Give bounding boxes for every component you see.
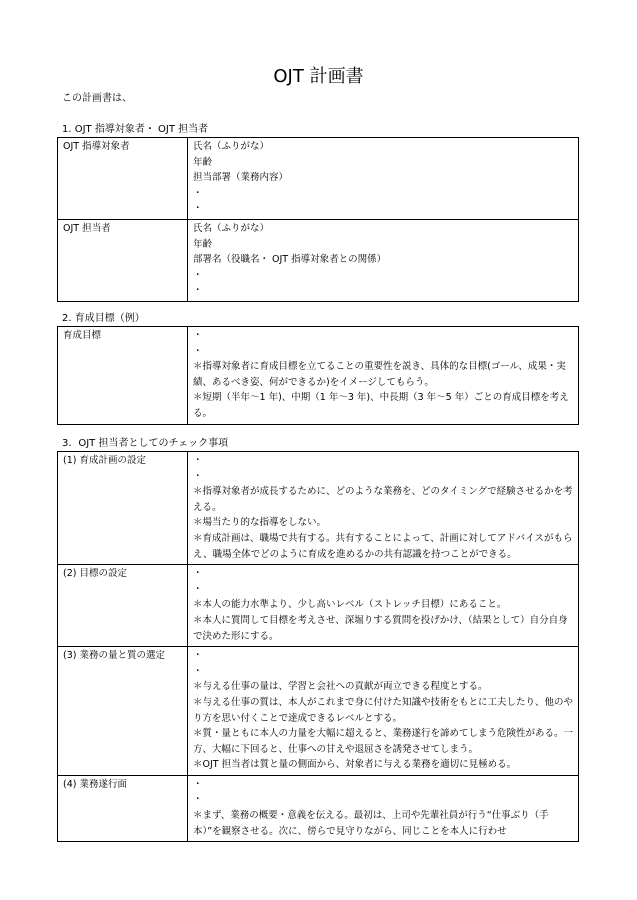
content-line: ＊与える仕事の量は、学習と会社への貢献が両立できる程度とする。 bbox=[193, 681, 488, 693]
content-line: ・ bbox=[193, 330, 203, 341]
section-1-heading: 1. OJT 指導対象者・ OJT 担当者 bbox=[62, 124, 209, 135]
content-line: 氏名（ふりがな） bbox=[193, 222, 270, 234]
table-row bbox=[58, 647, 579, 776]
content-line: ＊OJT 担当者は質と量の側面から、対象者に与える業務を適切に見極める。 bbox=[193, 759, 517, 771]
content-line: 部署名（役職名・ OJT 指導対象者との関係） bbox=[193, 254, 387, 266]
content-line: ・ bbox=[193, 665, 203, 677]
content-line: ＊指導対象者に育成目標を立てることの重要性を説き、具体的な目標(ゴール、成果・実績、あるべき姿、何ができるか)をイメージしてもらう。 bbox=[193, 361, 566, 388]
content-line: ・ bbox=[193, 650, 203, 662]
table-row bbox=[58, 219, 579, 301]
row-content bbox=[188, 647, 579, 776]
content-line: ・ bbox=[193, 345, 203, 357]
content-line: ＊場当たり的な指導をしない。 bbox=[193, 517, 327, 529]
content-line: ＊本人に質問して目標を考えさせ、深堀りする質問を投げかけ、（結果として）自分自身で決めた形にする。 bbox=[193, 614, 568, 642]
row-content bbox=[188, 327, 579, 425]
content-line: ＊短期（半年〜1 年)、中期（1 年〜3 年)、中長期（3 年〜5 年）ごとの育成目標を考える。 bbox=[193, 392, 569, 419]
table-row bbox=[58, 565, 579, 647]
row-label: 育成目標 bbox=[58, 327, 188, 425]
table-row bbox=[58, 327, 579, 425]
table-row bbox=[58, 452, 579, 565]
content-line: ＊与える仕事の質は、本人がこれまで身に付けた知識や技術をもとに工夫したり、他のやり方を思い付くことで達成できるレベルとする。 bbox=[193, 696, 574, 724]
content-line: ＊指導対象者が成長するために、どのような業務を、どのタイミングで経験させるかを考える。 bbox=[193, 486, 573, 513]
row-content bbox=[188, 219, 579, 301]
content-line: ＊育成計画は、職場で共有する。共有することによって、計画に対してアドバイスがもらえ、職場全体でどのように育成を進めるかの共有認識を持つことができる。 bbox=[193, 532, 573, 560]
content-line: 年齢 bbox=[193, 156, 213, 168]
row-content bbox=[188, 138, 579, 220]
content-line: 年齢 bbox=[193, 238, 213, 250]
content-line: ・ bbox=[193, 470, 203, 482]
row-label: OJT 指導対象者 bbox=[58, 138, 188, 220]
content-line: ＊質・量ともに本人の力量を大幅に超えると、業務遂行を諦めてしまう危険性がある。一方、大幅に下回ると、仕事への甘えや退屈さを誘発させてしまう。 bbox=[193, 728, 574, 755]
content-line: ・ bbox=[193, 455, 203, 466]
content-line: ＊まず、業務の概要・意義を伝える。最初は、上司や先輩社員が行う“仕事ぶり（手本）”を観察させる。次に、傍らで見守りながら、同じことを本人に行わせ bbox=[193, 810, 549, 837]
intro-text: この計画書は、 bbox=[62, 93, 132, 104]
section-2-heading: 2. 育成目標（例） bbox=[62, 313, 145, 324]
content-line: ・ bbox=[193, 269, 203, 281]
content-line: 担当部署（業務内容） bbox=[193, 172, 289, 184]
row-label: (3) 業務の量と質の選定 bbox=[58, 647, 188, 776]
section-3-table bbox=[57, 451, 579, 842]
table-row bbox=[58, 775, 579, 841]
content-line: ・ bbox=[193, 187, 203, 199]
table-row bbox=[58, 138, 579, 220]
row-content bbox=[188, 565, 579, 647]
content-line: ・ bbox=[193, 794, 203, 806]
content-line: ・ bbox=[193, 568, 203, 580]
content-line: 氏名（ふりがな） bbox=[193, 141, 270, 152]
row-content bbox=[188, 452, 579, 565]
row-label: OJT 担当者 bbox=[58, 219, 188, 301]
page-title: OJT 計画書 bbox=[273, 66, 364, 87]
row-label: (1) 育成計画の設定 bbox=[58, 452, 188, 565]
section-1-table bbox=[57, 137, 579, 302]
content-line: ・ bbox=[193, 778, 203, 790]
content-line: ・ bbox=[193, 203, 203, 215]
content-line: ＊本人の能力水準より、少し高いレベル（ストレッチ目標）にあること。 bbox=[193, 599, 507, 611]
row-content bbox=[188, 775, 579, 841]
row-label: (2) 目標の設定 bbox=[58, 565, 188, 647]
content-line: ・ bbox=[193, 583, 203, 595]
section-3-heading: 3．OJT 担当者としてのチェック事項 bbox=[62, 438, 229, 449]
content-line: ・ bbox=[193, 285, 203, 297]
row-label: (4) 業務遂行面 bbox=[58, 775, 188, 841]
section-2-table bbox=[57, 326, 579, 425]
